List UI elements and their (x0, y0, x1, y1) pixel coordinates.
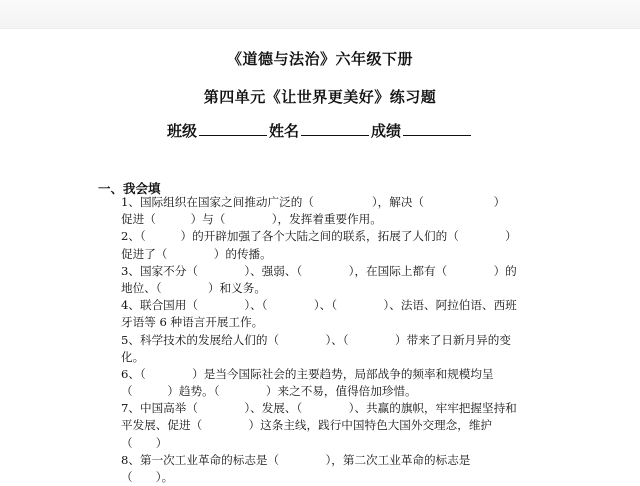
document-subtitle: 第四单元《让世界更美好》练习题 (203, 88, 437, 106)
question-line: 6、（ ）是当今国际社会的主要趋势，局部战争的频率和规模均呈 (121, 366, 494, 381)
document-title: 《道德与法治》六年级下册 (226, 50, 413, 68)
name-label: 姓名 (268, 122, 299, 140)
name-blank[interactable] (301, 121, 369, 136)
question-line: 牙语等 6 种语言开展工作。 (121, 315, 264, 330)
question-line: （ ）。 (121, 470, 174, 484)
question-line: 地位、（ ）和义务。 (121, 280, 266, 295)
score-blank[interactable] (403, 121, 471, 136)
question-line: 2、（ ）的开辟加强了各个大陆之间的联系，拓展了人们的（ ） (121, 229, 517, 244)
student-info-line (0, 120, 640, 141)
question-line: 1、国际组织在国家之间推动广泛的（ ），解决（ ） (121, 195, 506, 209)
question-line: 化。 (121, 349, 145, 364)
question-list (121, 194, 553, 486)
section-heading: 一、我会填 (98, 181, 161, 196)
question-line: 平发展、促进（ ）这条主线，践行中国特色大国外交理念，维护 (121, 418, 493, 433)
question-line: （ ） (121, 435, 168, 450)
question-line: 5、科学技术的发展给人们的（ ）、（ ）带来了日新月异的变 (121, 332, 511, 347)
question-line: 8、第一次工业革命的标志是（ ），第二次工业革命的标志是 (121, 452, 471, 467)
question-line: 促进了（ ）的传播。 (121, 246, 272, 261)
question-line: 7、中国高举（ ）、发展、（ ）、共赢的旗帜，牢牢把握坚持和 (121, 401, 517, 416)
question-line: 3、国家不分（ ）、强弱、（ ），在国际上都有（ ）的 (121, 263, 517, 278)
question-line: 4、联合国用（ ）、（ ）、（ ）、法语、阿拉伯语、西班 (121, 298, 517, 313)
class-label: 班级 (166, 122, 197, 140)
class-blank[interactable] (199, 121, 267, 136)
question-line: （ ）趋势。（ ）来之不易，值得倍加珍惜。 (121, 384, 417, 399)
question-line: 促进（ ）与（ ），发挥着重要作用。 (121, 212, 382, 227)
score-label: 成绩 (371, 122, 402, 140)
